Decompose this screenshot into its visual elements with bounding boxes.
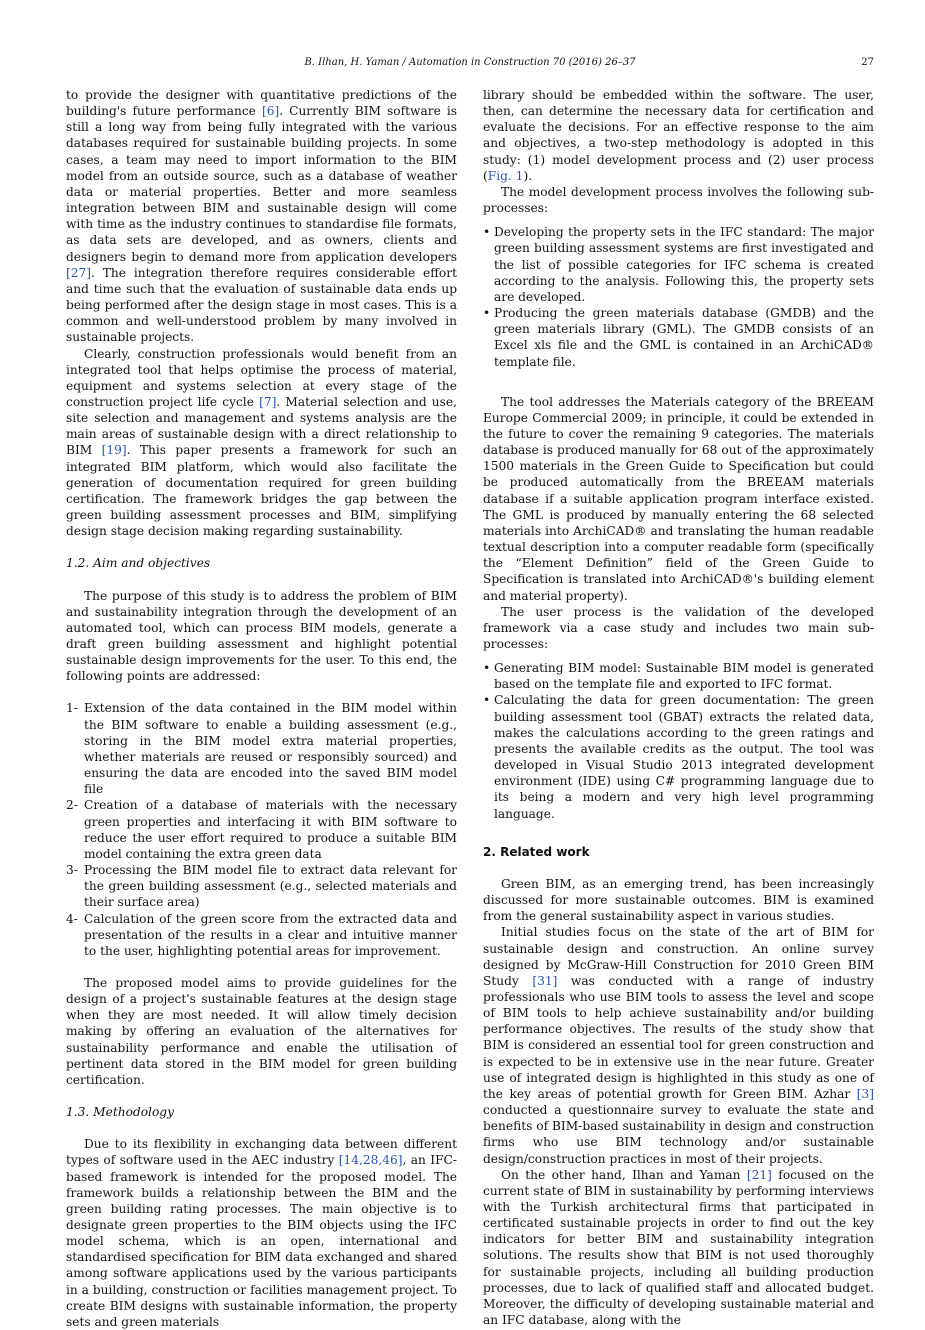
- bullet-item: • Calculating the data for green documentation: The green building assessment tool (GBAT) extracts the related data, makes the calculations according to the green ratings and presents the available credits as the output. The tool was developed in Visual Studio 2013 integrated development environment (IDE) using C# programming language due to its being a modern and very high level programming language.: [483, 692, 874, 821]
- text-run: ).: [523, 168, 533, 183]
- citation-link[interactable]: [14,28,46]: [338, 1153, 403, 1168]
- running-header: [66, 57, 874, 73]
- paragraph: [66, 346, 457, 540]
- bullet-item: • Developing the property sets in the IFC standard: The major green building assessment systems are first investigated and the list of possible categories for IFC schema is created according to the analysis. Following this, the property sets are developed.: [483, 224, 874, 305]
- page-number: 27: [861, 57, 874, 68]
- citation-link[interactable]: [31]: [532, 973, 558, 988]
- text-run: The user process is the validation of the developed framework via a case study and includes two main sub-processes:: [483, 604, 874, 651]
- list-item-text: Creation of a database of materials with the necessary green properties and interfacing it with BIM software to reduce the user effort required to produce a suitable BIM model containing the extra green data: [84, 798, 457, 861]
- paragraph: [66, 1136, 457, 1330]
- paragraph: [66, 588, 457, 685]
- list-item-text: Extension of the data contained in the BIM model within the BIM software to enable a building assessment (e.g., storing in the BIM model extra material properties, whether materials are reused or responsibly sourced) and ensuring the data are encoded into the saved BIM model file: [84, 701, 457, 797]
- text-run: The model development process involves the following sub-processes:: [483, 184, 874, 216]
- text-run: On the other hand, Ilhan and Yaman: [501, 1167, 747, 1182]
- paragraph: [483, 394, 874, 604]
- citation-link[interactable]: [21]: [746, 1167, 772, 1182]
- citation-link[interactable]: Fig. 1: [487, 168, 524, 183]
- bullet-item: • Generating BIM model: Sustainable BIM model is generated based on the template file and exported to IFC format.: [483, 660, 874, 692]
- text-run: The tool addresses the Materials category of the BREEAM Europe Commercial 2009; in principle, it could be extended in the future to cover the remaining 9 categories. The materials database is produced manually for 68 out of the approximately 1500 materials in the Green Guide to Specification but could be produced automatically from the BREEAM materials database if a suitable application program interface existed. The GML is produced by manually entering the 68 selected materials into ArchiCAD® and translating the human readable textual description into a computer readable form (specifically the “Element Definition” field of the Green Guide to Specification is translated into ArchiCAD®'s building element and material property).: [483, 394, 874, 603]
- list-item: [66, 862, 457, 910]
- paragraph: [483, 87, 874, 184]
- text-run: to provide the designer with quantitative predictions of the building's future performance: [66, 88, 457, 119]
- bullet-list: [483, 224, 874, 369]
- list-item-text: Calculation of the green score from the extracted data and presentation of the results in a clear and intuitive manner to the user, highlighting potential areas for improvement.: [84, 911, 457, 958]
- text-run: . This paper presents a framework for such an integrated BIM platform, which would also facilitate the generation of documentation required for green building certification. The framework bridges the gap between the green building assessment processes and BIM, simplifying design stage decision making regarding sustainability.: [66, 443, 458, 539]
- citation-link[interactable]: [7]: [259, 394, 277, 409]
- paragraph: [66, 975, 457, 1088]
- list-item: [66, 911, 457, 959]
- list-item: [66, 700, 457, 797]
- citation-link[interactable]: [27]: [66, 265, 92, 280]
- list-number: 4-: [66, 911, 78, 926]
- text-run: The purpose of this study is to address the problem of BIM and sustainability integration through the development of an automated tool, which can process BIM models, generate a draft green building assessment and highlight potential sustainable design improvements for the user. To this end, the following points are addressed:: [66, 588, 457, 684]
- left-column: [66, 87, 457, 1330]
- citation-link[interactable]: [3]: [856, 1086, 874, 1101]
- section-heading-related-work: 2. Related work: [483, 844, 590, 859]
- list-item-text: Processing the BIM model file to extract data relevant for the green building assessment (e.g., selected materials and their surface area): [84, 863, 457, 910]
- paragraph: [483, 924, 874, 1166]
- text-run: Initial studies focus on the state of the art of BIM for sustainable design and construction. An online survey designed by McGraw-Hill Construction for 2010 Green BIM Study: [483, 925, 874, 988]
- text-run: The proposed model aims to provide guidelines for the design of a project's sustainable features at the design stage when they are most needed. It will allow timely decision making by offering an evaluation of the alternatives for sustainability performance and enable the utilisation of pertinent data stored in the BIM model for green building certification.: [66, 975, 457, 1087]
- text-run: focused on the current state of BIM in sustainability by performing interviews with the Turkish architectural firms that participated in certificated sustainable projects in order to find out the key indicators for better BIM and sustainability integration solutions. The results show that BIM is not used thoroughly for sustainable projects, including all building production processes, due to lack of qualified staff and allocated budget. Moreover, the difficulty of developing sustainable material and an IFC database, along with the: [483, 1167, 875, 1328]
- section-heading-aim: 1.2. Aim and objectives: [66, 556, 211, 571]
- citation-link[interactable]: [6]: [261, 104, 280, 119]
- list-number: 2-: [66, 798, 78, 813]
- paragraph: [483, 184, 874, 216]
- text-run: was conducted with a range of industry professionals who use BIM tools to assess the level and scope of BIM tools to help achieve sustainability and/or building performance objectives. The results of the study show that BIM is considered an essential tool for green construction and is expected to be in extensive use in the near future. Greater use of integrated design is highlighted in this study as one of the key areas of potential growth for Green BIM. Azhar: [483, 973, 874, 1101]
- running-title: B. Ilhan, H. Yaman / Automation in Construction 70 (2016) 26–37: [304, 57, 636, 68]
- section-heading-methodology: 1.3. Methodology: [66, 1105, 174, 1120]
- citation-link[interactable]: [19]: [101, 443, 127, 458]
- text-run: Green BIM, as an emerging trend, has been increasingly discussed for more sustainable outcomes. BIM is examined from the general sustainability aspect in various studies.: [483, 876, 874, 924]
- text-run: , an IFC-based framework is intended for the proposed model. The framework builds a relationship between the BIM and the green building rating processes. The main objective is to designate green properties to the BIM objects using the IFC model schema, which is an open, international and standardised specification for BIM data exchanged and shared among software applications used by the various participants in a building, construction or facilities management project. To create BIM designs with sustainable information, the property sets and green materials: [66, 1153, 457, 1329]
- text-run: conducted a questionnaire survey to evaluate the state and benefits of BIM-based sustainability in design and construction firms who use BIM technology and/or sustainable design/construction practices in most of their projects.: [483, 1103, 874, 1166]
- bullet-item: • Producing the green materials database (GMDB) and the green materials library (GML). The GMDB consists of an Excel xls file and the GML is contained in an ArchiCAD® template file.: [483, 305, 874, 370]
- text-run: Due to its flexibility in exchanging data between different types of software used in the AEC industry: [66, 1137, 457, 1168]
- text-run: . The integration therefore requires considerable effort and time such that the evaluation of sustainable data ends up being performed after the design stage in most cases. This is a common and well-understood problem by many involved in sustainable projects.: [66, 265, 457, 345]
- text-run: . Material selection and use, site selection and management and systems analysis are the main areas of sustainable design with a direct relationship to BIM: [66, 394, 457, 458]
- list-item: [66, 797, 457, 862]
- list-number: 1-: [66, 701, 78, 716]
- text-run: . Currently BIM software is still a long way from being fully integrated with the various databases required for sustainable building projects. In some cases, a team may need to import information to the BIM model from an outside source, such as a database of weather data or material properties. Better and more seamless integration between BIM and sustainable design will come with time as the industry continues to standardise file formats, as data sets are developed, and as owners, clients and designers begin to demand more from application developers: [66, 104, 457, 264]
- paragraph: [66, 87, 457, 346]
- text-run: library should be embedded within the software. The user, then, can determine the necessary data for certification and evaluate the decisions. For an effective response to the aim and objectives, a two-step methodology is adopted in this study: (1) model development process and (2) user process (: [483, 88, 874, 183]
- list-number: 3-: [66, 863, 78, 878]
- text-run: Clearly, construction professionals would benefit from an integrated tool that helps optimise the process of material, equipment and systems selection at every stage of the construction project life cycle: [66, 346, 457, 409]
- right-column: [483, 87, 874, 1328]
- spacer: [483, 378, 874, 394]
- paragraph: [483, 604, 874, 652]
- objectives-list: [66, 700, 457, 959]
- bullet-list: [483, 660, 874, 822]
- paragraph: [483, 1167, 874, 1329]
- paragraph: [483, 876, 874, 924]
